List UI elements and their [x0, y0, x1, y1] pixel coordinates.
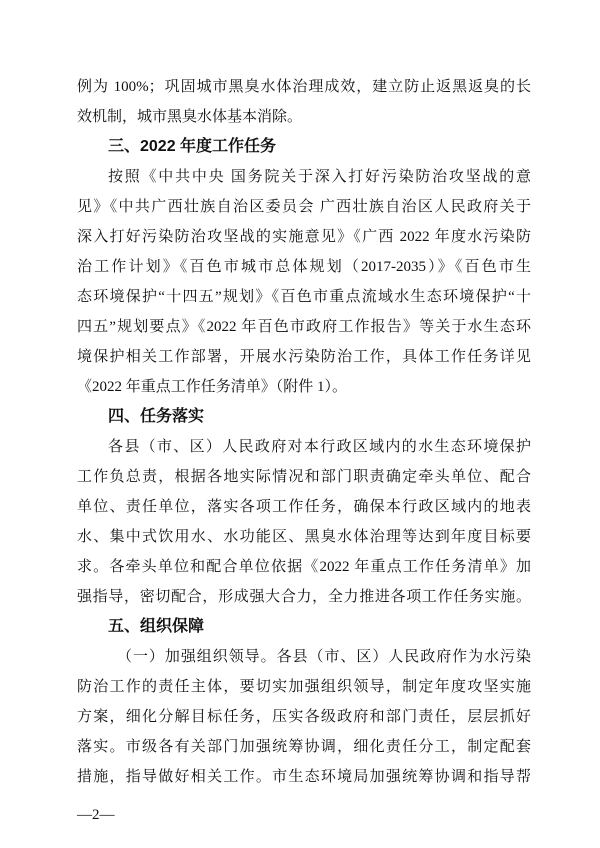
text-line: 防治工作的责任主体，要切实加强组织领导，制定年度攻坚实施 — [77, 679, 531, 695]
document-body — [77, 72, 531, 792]
page-number: —2— — [77, 807, 115, 823]
text-line: 单位、责任单位，落实各项工作任务，确保本行政区域内的地表 — [77, 499, 531, 515]
text-line: 措施，指导做好相关工作。市生态环境局加强统筹协调和指导帮 — [77, 769, 531, 785]
text-line: 求。各牵头单位和配合单位依据《2022 年重点工作任务清单》加 — [77, 559, 531, 575]
text-line: 例为 100%；巩固城市黑臭水体治理成效，建立防止返黑返臭的长 — [77, 79, 531, 95]
text-line: 态环境保护“十四五”规划》《百色市重点流域水生态环境保护“十 — [77, 289, 531, 305]
text-line: （一）加强组织领导。各县（市、区）人民政府作为水污染 — [117, 649, 531, 665]
text-line: 效机制，城市黑臭水体基本消除。 — [77, 109, 303, 125]
text-line: 深入打好污染防治攻坚战的实施意见》《广西 2022 年度水污染防 — [77, 229, 531, 245]
text-line: 四五”规划要点》《2022 年百色市政府工作报告》等关于水生态环 — [77, 319, 531, 335]
text-line: 境保护相关工作部署，开展水污染防治工作，具体工作任务详见 — [77, 349, 531, 365]
section-heading: 五、组织保障 — [108, 618, 205, 635]
text-line: 按照《中共中央 国务院关于深入打好污染防治攻坚战的意 — [108, 169, 531, 185]
text-line: 水、集中式饮用水、水功能区、黑臭水体治理等达到年度目标要 — [77, 529, 531, 545]
text-line: 见》《中共广西壮族自治区委员会 广西壮族自治区人民政府关于 — [77, 199, 531, 215]
section-heading: 四、任务落实 — [108, 408, 205, 425]
text-line: 各县（市、区）人民政府对本行政区域内的水生态环境保护 — [108, 439, 531, 455]
section-heading: 三、2022 年度工作任务 — [108, 138, 277, 155]
text-line: 方案，细化分解目标任务，压实各级政府和部门责任，层层抓好 — [77, 709, 531, 725]
text-line: 《2022 年重点工作任务清单》（附件 1）。 — [77, 379, 348, 395]
text-line: 强指导，密切配合，形成强大合力，全力推进各项工作任务实施。 — [77, 589, 531, 605]
text-line: 落实。市级各有关部门加强统筹协调，细化责任分工，制定配套 — [77, 739, 531, 755]
text-line: 治工作计划》《百色市城市总体规划（2017-2035）》《百色市生 — [77, 259, 531, 275]
text-line: 工作负总责，根据各地实际情况和部门职责确定牵头单位、配合 — [77, 469, 531, 485]
